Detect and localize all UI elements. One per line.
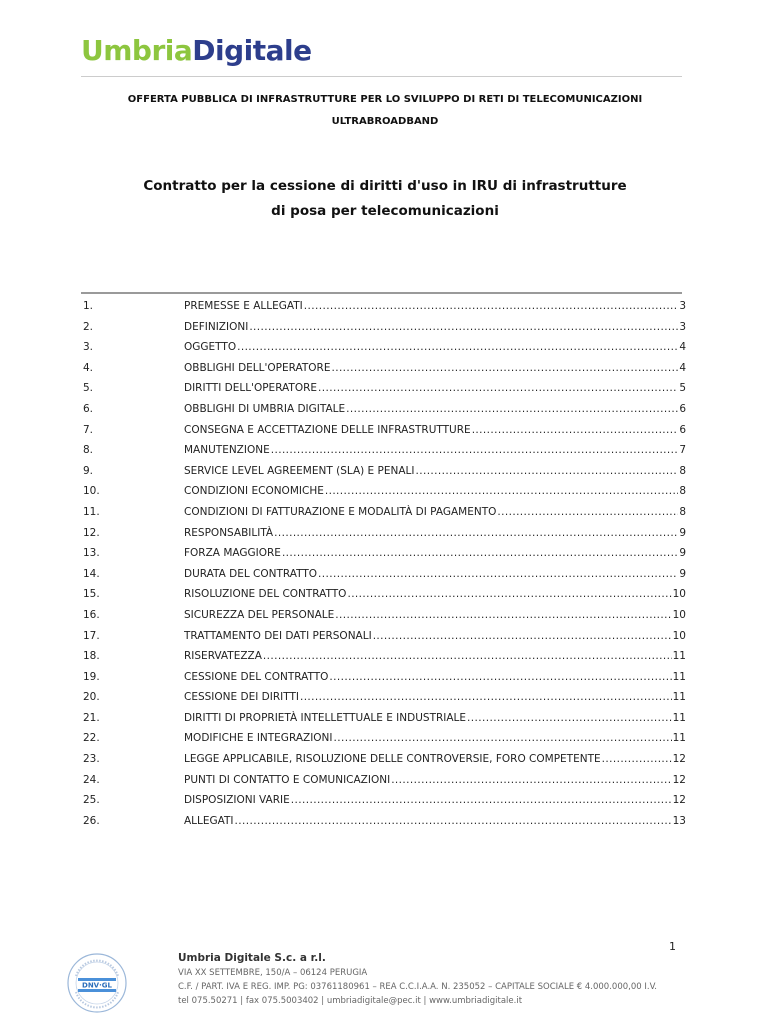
toc-label: CONSEGNA E ACCETTAZIONE DELLE INFRASTRUTTURE <box>184 423 471 436</box>
toc-dot-leader <box>325 481 678 501</box>
toc-entry-link[interactable] <box>184 708 686 728</box>
toc-page-number: 8 <box>679 505 686 518</box>
toc-dot-leader <box>249 317 678 337</box>
toc-dot-leader <box>602 749 672 769</box>
toc-number: 3. <box>83 341 94 354</box>
toc-dot-leader <box>334 728 672 748</box>
toc-number: 24. <box>83 773 100 786</box>
toc-row <box>83 440 686 461</box>
toc-number: 6. <box>83 402 94 415</box>
toc-row <box>83 708 686 729</box>
toc-entry-link[interactable] <box>184 811 686 831</box>
toc-label: DIRITTI DI PROPRIETÀ INTELLETTUALE E INDUSTRIALE <box>184 711 467 724</box>
toc-label: MANUTENZIONE <box>184 444 270 457</box>
toc-dot-leader <box>300 687 672 707</box>
toc-number: 8. <box>83 444 94 457</box>
toc-row <box>83 461 686 482</box>
toc-dot-leader <box>335 605 671 625</box>
toc-label: TRATTAMENTO DEI DATI PERSONALI <box>184 629 372 642</box>
toc-dot-leader <box>304 296 679 316</box>
toc-number: 13. <box>83 547 100 560</box>
toc-number: 7. <box>83 423 94 436</box>
toc-page-number: 10 <box>672 629 686 642</box>
offer-title-line-2: ULTRABROADBAND <box>331 116 439 127</box>
toc-page-number: 11 <box>672 711 686 724</box>
toc-entry-link[interactable] <box>184 502 686 522</box>
toc-number: 20. <box>83 691 100 704</box>
toc-dot-leader <box>373 626 672 646</box>
toc-page-number: 13 <box>672 814 686 827</box>
toc-dot-leader <box>347 584 671 604</box>
toc-number: 25. <box>83 794 100 807</box>
toc-dot-leader <box>318 378 678 398</box>
toc-row <box>83 420 686 441</box>
toc-entry-link[interactable] <box>184 749 686 769</box>
toc-entry-link[interactable] <box>184 358 686 378</box>
toc-page-number: 11 <box>672 732 686 745</box>
toc-row <box>83 687 686 708</box>
toc-label: RESPONSABILITÀ <box>184 526 274 539</box>
footer <box>178 950 698 1008</box>
toc-number: 16. <box>83 608 100 621</box>
toc-number: 14. <box>83 567 100 580</box>
toc-entry-link[interactable] <box>184 564 686 584</box>
toc-number: 1. <box>83 300 94 312</box>
toc-page-number: 9 <box>679 567 686 580</box>
contract-title-line-2: di posa per telecomunicazioni <box>271 203 499 219</box>
toc-number: 22. <box>83 732 100 745</box>
toc-row <box>83 543 686 564</box>
toc-entry-link[interactable] <box>184 790 686 810</box>
toc-entry-link[interactable] <box>184 605 686 625</box>
toc-label: DURATA DEL CONTRATTO <box>184 567 318 580</box>
footer-company: Umbria Digitale S.c. a r.l. <box>178 952 326 964</box>
toc-label: CONDIZIONI ECONOMICHE <box>184 485 324 498</box>
toc-page-number: 3 <box>679 320 686 333</box>
toc-page-number: 9 <box>679 526 686 539</box>
toc-label: PUNTI DI CONTATTO E COMUNICAZIONI <box>184 773 391 786</box>
toc-label: DIRITTI DELL'OPERATORE <box>184 382 318 395</box>
toc-row <box>83 481 686 502</box>
toc-dot-leader <box>467 708 672 728</box>
toc-page-number: 9 <box>679 547 686 560</box>
toc-number: 18. <box>83 650 100 663</box>
header-divider <box>81 76 682 77</box>
toc-label: CESSIONE DEI DIRITTI <box>184 691 299 704</box>
toc-dot-leader <box>274 523 678 543</box>
toc-entry-link[interactable] <box>184 337 686 357</box>
toc-page-number: 11 <box>672 650 686 663</box>
toc-page-number: 8 <box>679 464 686 477</box>
toc-page-number: 10 <box>672 608 686 621</box>
toc-dot-leader <box>472 420 679 440</box>
toc-dot-leader <box>331 358 678 378</box>
toc-number: 19. <box>83 670 100 683</box>
toc-entry-link[interactable] <box>184 296 686 316</box>
toc-page-number: 6 <box>679 402 686 415</box>
toc-entry-link[interactable] <box>184 543 686 563</box>
toc-entry-link[interactable] <box>184 378 686 398</box>
toc-entry-link[interactable] <box>184 626 686 646</box>
page-number: 1 <box>669 940 676 953</box>
logo-umbria-text: Umbria <box>81 34 193 67</box>
contract-title-line-1: Contratto per la cessione di diritti d'uso in IRU di infrastrutture <box>143 178 627 194</box>
toc-dot-leader <box>329 667 671 687</box>
toc-number: 11. <box>83 505 100 518</box>
toc-entry-link[interactable] <box>184 687 686 707</box>
toc-number: 21. <box>83 711 100 724</box>
toc-entry-link[interactable] <box>184 481 686 501</box>
toc-row <box>83 667 686 688</box>
toc-row <box>83 728 686 749</box>
offer-title <box>60 89 710 133</box>
toc-row <box>83 646 686 667</box>
toc-page-number: 7 <box>679 444 686 457</box>
toc-page-number: 8 <box>679 485 686 498</box>
toc-row <box>83 770 686 791</box>
toc-label: OBBLIGHI DI UMBRIA DIGITALE <box>184 402 346 415</box>
toc-label: OGGETTO <box>184 341 237 354</box>
toc-number: 23. <box>83 753 100 766</box>
toc-entry-link[interactable] <box>184 728 686 748</box>
seal-text: DNV·GL <box>82 981 112 990</box>
certification-seal-icon <box>66 952 128 1014</box>
toc-row <box>83 811 686 832</box>
toc-divider <box>81 292 682 294</box>
toc-row <box>83 626 686 647</box>
toc-dot-leader <box>271 440 679 460</box>
toc-dot-leader <box>235 811 672 831</box>
toc-dot-leader <box>415 461 678 481</box>
toc-dot-leader <box>346 399 678 419</box>
toc-dot-leader <box>282 543 678 563</box>
toc-label: LEGGE APPLICABILE, RISOLUZIONE DELLE CONTROVERSIE, FORO COMPETENTE <box>184 753 601 766</box>
toc-label: DISPOSIZIONI VARIE <box>184 794 290 807</box>
toc-label: SERVICE LEVEL AGREEMENT (SLA) E PENALI <box>184 464 415 477</box>
footer-address: VIA XX SETTEMBRE, 150/A – 06124 PERUGIA <box>178 968 368 978</box>
toc-number: 26. <box>83 814 100 827</box>
toc-entry-link[interactable] <box>184 461 686 481</box>
toc-entry-link[interactable] <box>184 667 686 687</box>
toc-page-number: 4 <box>679 341 686 354</box>
toc-row <box>83 749 686 770</box>
toc-row <box>83 378 686 399</box>
toc-label: DEFINIZIONI <box>184 320 249 333</box>
toc-number: 4. <box>83 361 94 374</box>
toc-dot-leader <box>237 337 678 357</box>
toc-label: MODIFICHE E INTEGRAZIONI <box>184 732 333 745</box>
toc-label: CESSIONE DEL CONTRATTO <box>184 670 329 683</box>
toc-entry-link[interactable] <box>184 646 686 666</box>
toc-page-number: 11 <box>672 691 686 704</box>
toc-page-number: 10 <box>672 588 686 601</box>
table-of-contents <box>83 296 686 831</box>
toc-row <box>83 584 686 605</box>
toc-entry-link[interactable] <box>184 399 686 419</box>
toc-label: RISERVATEZZA <box>184 650 262 663</box>
umbria-digitale-logo <box>81 34 312 67</box>
toc-number: 17. <box>83 629 100 642</box>
toc-number: 9. <box>83 464 94 477</box>
toc-label: ALLEGATI <box>184 814 234 827</box>
toc-label: OBBLIGHI DELL'OPERATORE <box>184 361 331 374</box>
toc-row <box>83 296 686 317</box>
toc-entry-link[interactable] <box>184 770 686 790</box>
toc-number: 12. <box>83 526 100 539</box>
toc-number: 15. <box>83 588 100 601</box>
logo-digitale-text: Digitale <box>192 34 312 67</box>
toc-entry-link[interactable] <box>184 440 686 460</box>
toc-dot-leader <box>391 770 671 790</box>
toc-page-number: 12 <box>672 794 686 807</box>
toc-dot-leader <box>263 646 672 666</box>
toc-page-number: 12 <box>672 773 686 786</box>
toc-number: 2. <box>83 320 94 333</box>
toc-row <box>83 564 686 585</box>
toc-row <box>83 523 686 544</box>
footer-contacts: tel 075.50271 | fax 075.5003402 | umbriadigitale@pec.it | www.umbriadigitale.it <box>178 996 523 1006</box>
toc-page-number: 4 <box>679 361 686 374</box>
toc-page-number: 11 <box>672 670 686 683</box>
footer-registry: C.F. / PART. IVA E REG. IMP. PG: 03761180961 – REA C.C.I.A.A. N. 235052 – CAPITALE SOCIALE € 4.000.000,00 I.V. <box>178 982 657 992</box>
contract-title <box>60 174 710 224</box>
toc-number: 5. <box>83 382 94 395</box>
toc-dot-leader <box>291 790 672 810</box>
toc-dot-leader <box>318 564 678 584</box>
toc-row <box>83 358 686 379</box>
toc-label: FORZA MAGGIORE <box>184 547 281 560</box>
toc-row <box>83 337 686 358</box>
toc-page-number: 5 <box>679 382 686 395</box>
toc-label: SICUREZZA DEL PERSONALE <box>184 608 335 621</box>
toc-page-number: 3 <box>679 300 686 312</box>
toc-label: PREMESSE E ALLEGATI <box>184 300 303 312</box>
toc-row <box>83 605 686 626</box>
toc-page-number: 6 <box>679 423 686 436</box>
toc-label: CONDIZIONI DI FATTURAZIONE E MODALITÀ DI PAGAMENTO <box>184 505 497 518</box>
toc-row <box>83 502 686 523</box>
toc-entry-link[interactable] <box>184 523 686 543</box>
toc-label: RISOLUZIONE DEL CONTRATTO <box>184 588 347 601</box>
toc-row <box>83 399 686 420</box>
toc-dot-leader <box>497 502 678 522</box>
toc-row <box>83 317 686 338</box>
toc-row <box>83 790 686 811</box>
offer-title-line-1: OFFERTA PUBBLICA DI INFRASTRUTTURE PER LO SVILUPPO DI RETI DI TELECOMUNICAZIONI <box>127 94 643 105</box>
toc-entry-link[interactable] <box>184 420 686 440</box>
toc-page-number: 12 <box>672 753 686 766</box>
toc-number: 10. <box>83 485 100 498</box>
toc-entry-link[interactable] <box>184 584 686 604</box>
toc-entry-link[interactable] <box>184 317 686 337</box>
